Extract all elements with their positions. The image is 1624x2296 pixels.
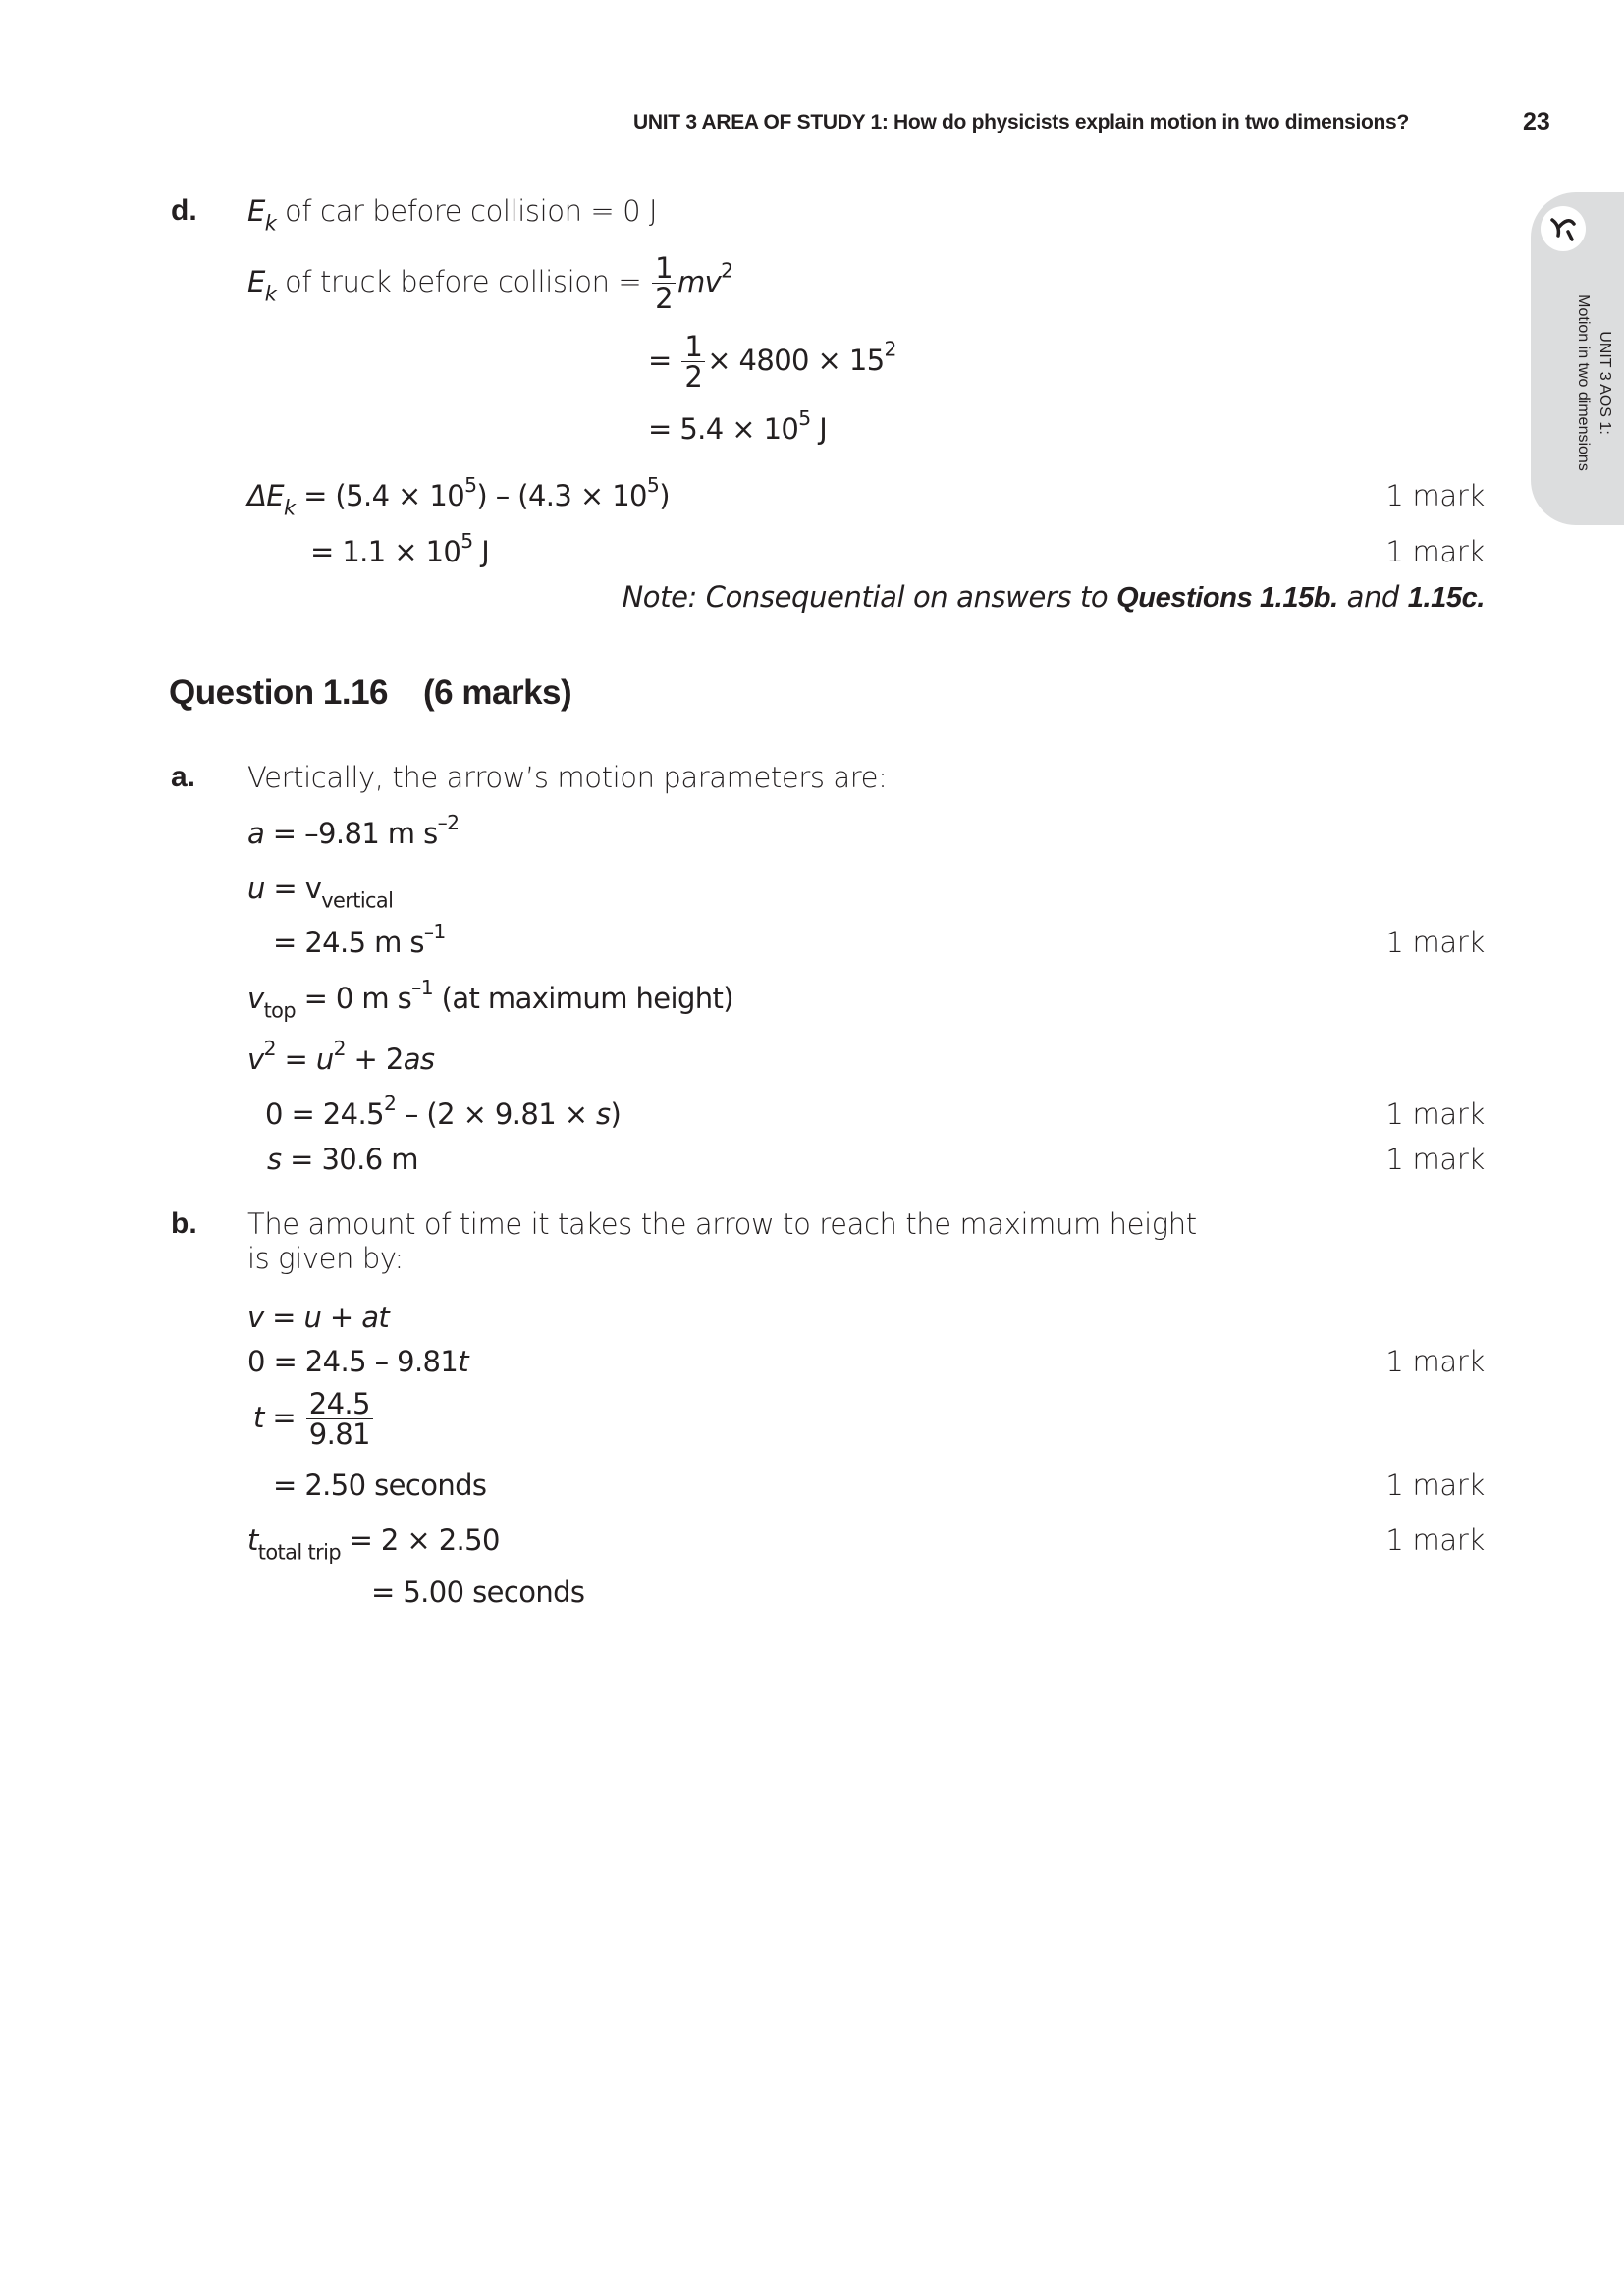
mark-label: 1 mark (1385, 1345, 1485, 1378)
var-a: a (247, 817, 265, 850)
note-question-ref: Questions 1.15b. (1116, 582, 1338, 614)
unit: J (810, 412, 828, 446)
delta-ek-result (310, 528, 490, 568)
side-tab-unit: UNIT 3 AOS 1: (1597, 331, 1613, 435)
mark-label: 1 mark (1385, 1143, 1485, 1176)
ek-symbol: E (247, 264, 265, 298)
mark-label: 1 mark (1385, 1523, 1485, 1557)
unit: J (472, 535, 490, 568)
equals: = (263, 1400, 304, 1434)
total-time-result: = 5.00 seconds (371, 1575, 585, 1609)
total-time-line (247, 1523, 500, 1565)
eq2-value: 0 = 24.5 – 9.81 (247, 1345, 459, 1378)
acceleration-line (247, 810, 460, 850)
result-value: = 1.1 × 10 (310, 535, 461, 568)
side-tab-topic: Motion in two dimensions (1575, 294, 1592, 471)
mark-label: 1 mark (1385, 1097, 1485, 1131)
var-u: u (315, 1042, 334, 1076)
delta-close: ) (659, 479, 670, 512)
step3-value: = 5.4 × 10 (648, 412, 799, 446)
equals: = (275, 1042, 316, 1076)
ek-symbol: E (247, 194, 265, 228)
mv-term: mv (677, 264, 722, 298)
ek-car-text: of car before collision = 0 J (276, 194, 658, 228)
question-marks: (6 marks) (423, 673, 572, 712)
half-fraction (681, 332, 705, 393)
time-result: = 2.50 seconds (273, 1468, 487, 1502)
initial-velocity-value (273, 919, 446, 959)
fraction-denominator: 9.81 (308, 1417, 370, 1452)
u-text: = v (264, 872, 322, 905)
consequential-note (623, 580, 1486, 614)
time-fraction-line (253, 1389, 375, 1450)
part-b-label: b. (171, 1207, 197, 1240)
delta-term-a: = (5.4 × 10 (295, 479, 465, 512)
exponent: 5 (460, 528, 473, 553)
half-fraction (652, 253, 676, 314)
ek-subscript: k (264, 282, 277, 306)
equals: = (648, 343, 680, 377)
ek-car-line (247, 194, 658, 236)
var-s: s (267, 1143, 282, 1176)
var-v: v (247, 982, 264, 1015)
accel-value: = –9.81 m s (264, 817, 438, 850)
mark-label: 1 mark (1385, 926, 1485, 959)
ek-truck-text: of truck before collision = (276, 264, 651, 298)
fraction-numerator: 1 (681, 332, 705, 362)
subscript: total trip (257, 1540, 341, 1565)
delta-ek-line (247, 472, 670, 520)
part-a-label: a. (171, 761, 196, 793)
time-fraction (306, 1389, 373, 1450)
exponent: 5 (646, 472, 660, 497)
fraction-numerator: 1 (652, 253, 676, 284)
exponent: 2 (263, 1036, 276, 1060)
var-u: u (247, 872, 265, 905)
kinematic-equation (247, 1036, 435, 1076)
time-equation (247, 1345, 468, 1378)
subscript: vertical (321, 888, 394, 913)
plus-term: + 2 (345, 1042, 404, 1076)
var-t: t (247, 1523, 258, 1557)
fraction-denominator: 2 (684, 360, 703, 395)
var-s: s (596, 1097, 611, 1131)
running-header: UNIT 3 AREA OF STUDY 1: How do physicists explain motion in two dimensions? (633, 111, 1409, 133)
delta-term-b: ) – (4.3 × 10 (476, 479, 647, 512)
ek-subscript: k (264, 211, 277, 236)
var-t: t (253, 1400, 264, 1434)
mark-label: 1 mark (1385, 535, 1485, 568)
ek-truck-step2 (648, 332, 896, 393)
ek-subscript: k (283, 496, 296, 520)
initial-velocity-line (247, 872, 394, 913)
part-a-intro: Vertically, the arrow’s motion parameters are: (247, 761, 888, 794)
exponent: 5 (464, 472, 477, 497)
ek-truck-line (247, 253, 732, 314)
question-title (169, 673, 571, 713)
exponent: –1 (423, 919, 446, 943)
total-eq: = 2 × 2.50 (340, 1523, 500, 1557)
exponent: 2 (721, 258, 733, 283)
var-as: as (403, 1042, 435, 1076)
note-text: Note: Consequential on answers to (622, 580, 1117, 614)
var-t: t (458, 1345, 469, 1378)
exponent: 2 (333, 1036, 346, 1060)
exponent: –2 (437, 810, 460, 834)
sub-term-a: 0 = 24.5 (265, 1097, 384, 1131)
page-number: 23 (1523, 108, 1550, 135)
subscript: top (263, 998, 296, 1023)
substitution-line (265, 1091, 622, 1131)
note-text: and (1337, 580, 1408, 614)
answer-value: = 30.6 m (281, 1143, 418, 1176)
sub-term-b: – (2 × 9.81 × (396, 1097, 597, 1131)
part-b-intro-line1: The amount of time it takes the arrow to reach the maximum height (247, 1207, 1197, 1241)
velocity-equation: v = u + at (247, 1301, 390, 1334)
ek-truck-step3 (648, 405, 828, 446)
flight-path-icon (1541, 206, 1586, 251)
exponent: 5 (798, 405, 811, 430)
v-top-line (247, 975, 734, 1023)
exponent: –1 (411, 975, 434, 999)
exponent: 2 (884, 337, 896, 361)
fraction-numerator: 24.5 (306, 1389, 373, 1419)
step2-values: × 4800 × 15 (707, 343, 885, 377)
mark-label: 1 mark (1385, 479, 1485, 512)
note-question-ref: 1.15c. (1407, 582, 1485, 614)
question-number: Question 1.16 (169, 673, 389, 712)
part-b-intro-line2: is given by: (247, 1242, 404, 1275)
vtop-note: (at maximum height) (433, 982, 734, 1015)
fraction-denominator: 2 (655, 282, 673, 316)
max-height-answer (267, 1143, 418, 1176)
var-v: v (247, 1042, 264, 1076)
u-value: = 24.5 m s (273, 926, 424, 959)
delta-ek-symbol: ΔE (247, 479, 284, 512)
side-tab-label (1572, 270, 1615, 496)
exponent: 2 (383, 1091, 397, 1115)
projectile-icon (1546, 212, 1580, 245)
part-d-label: d. (171, 194, 197, 227)
mark-label: 1 mark (1385, 1468, 1485, 1502)
vtop-value: = 0 m s (295, 982, 412, 1015)
sub-close: ) (610, 1097, 622, 1131)
